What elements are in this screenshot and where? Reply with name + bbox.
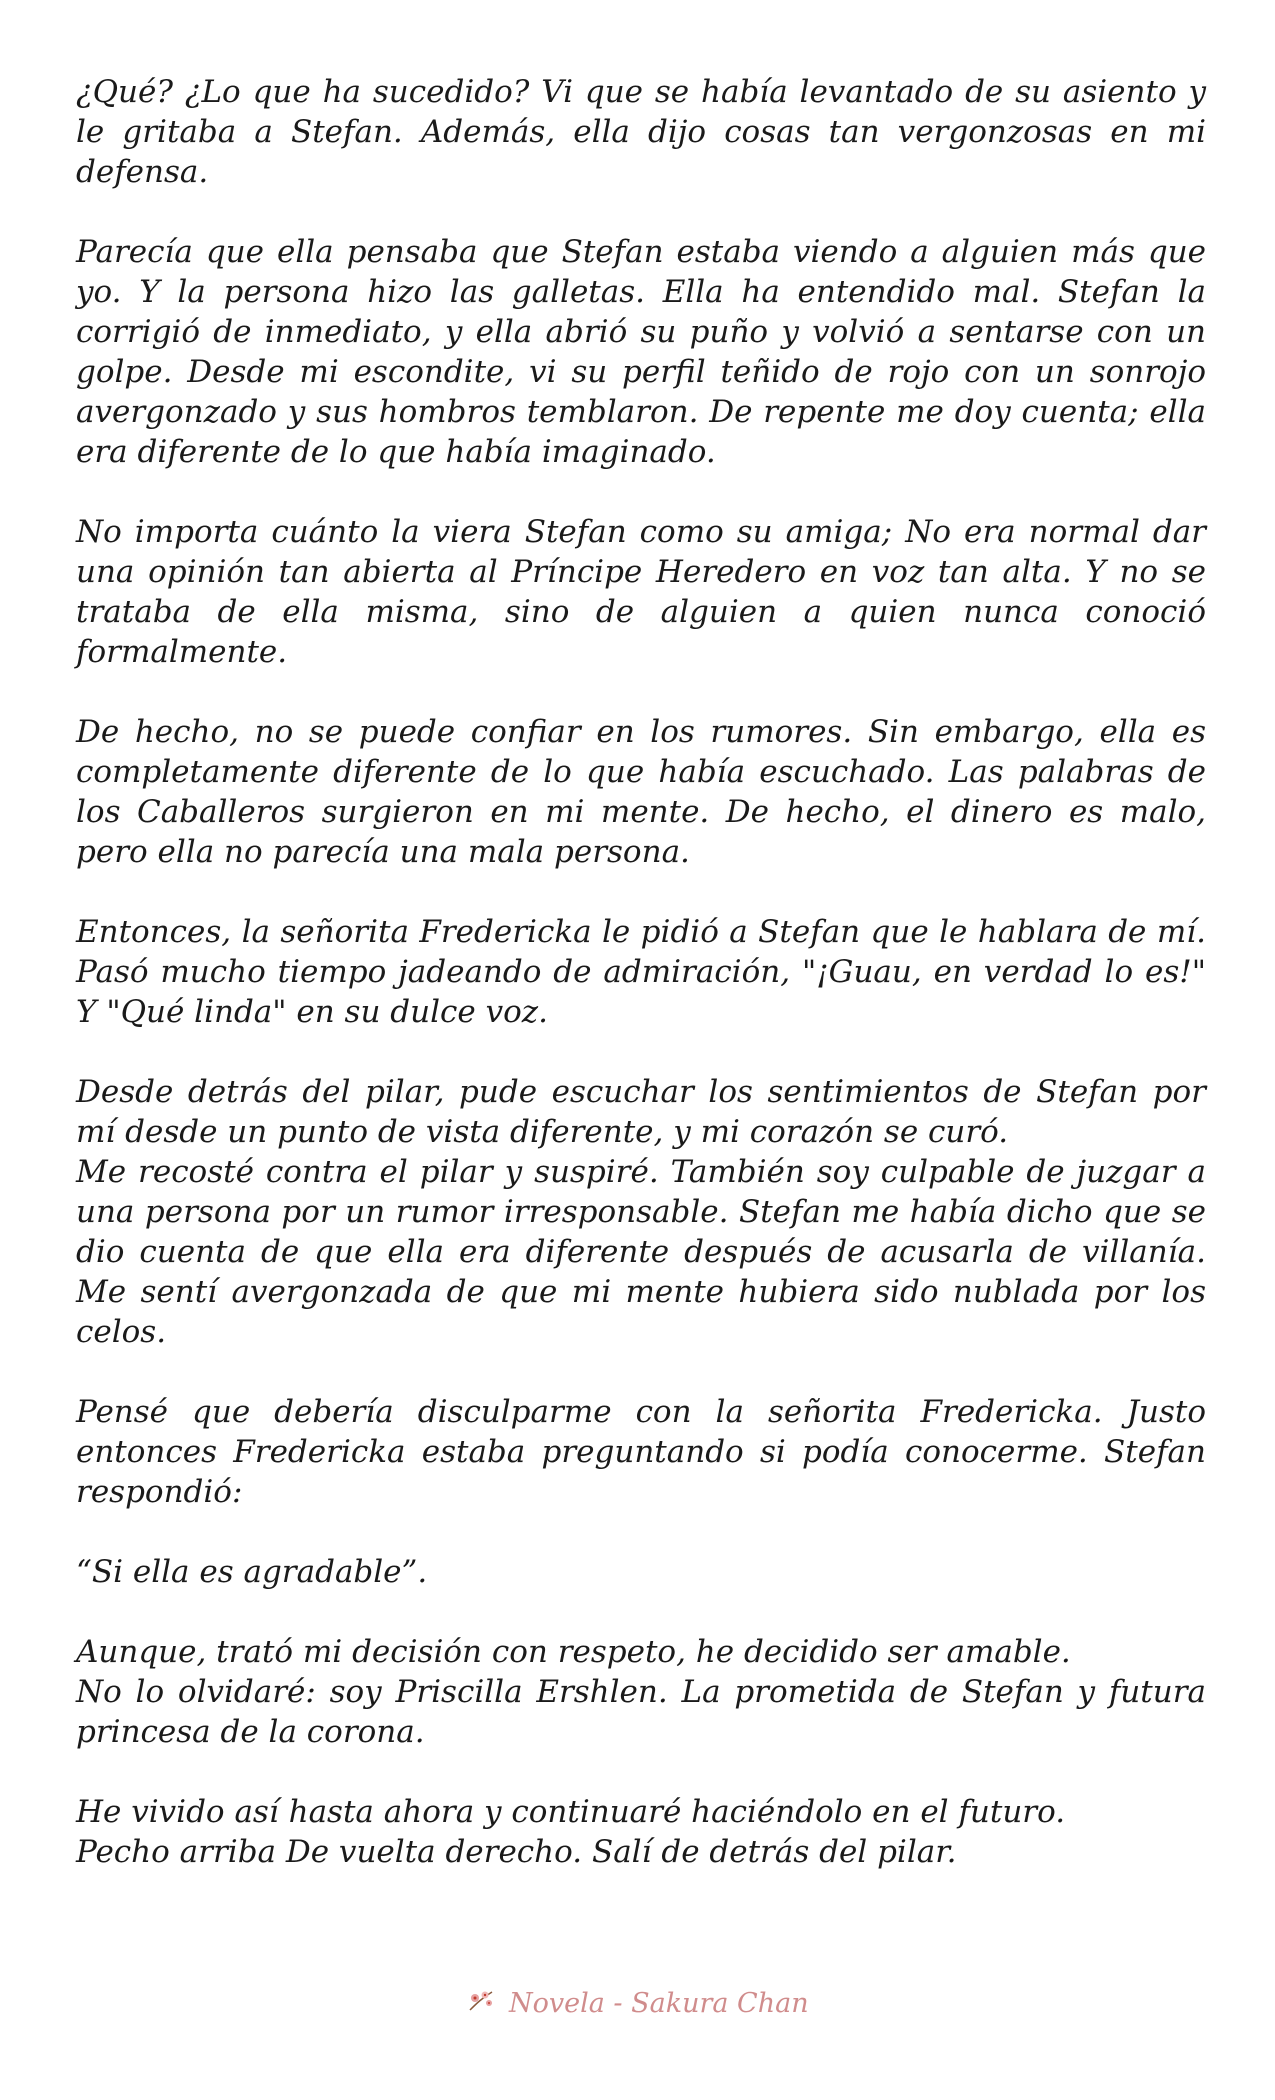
paragraph-line: He vivido así hasta ahora y continuaré haciéndolo en el futuro. [76,1794,1066,1830]
footer-text: Novela - Sakura Chan [508,1988,809,2019]
paragraph [76,912,1206,1032]
paragraph-line: Entonces, la señorita Fredericka le pidió a Stefan que le hablara de mí. Pasó mucho tiempo jadeando de admiración, "¡Guau, en verdad lo es!" Y "Qué linda" en su dulce voz. [76,914,1206,1030]
paragraph [76,1392,1206,1512]
paragraph [76,72,1206,192]
paragraph [76,512,1206,672]
paragraph [76,1552,1206,1592]
paragraph-line: ¿Qué? ¿Lo que ha sucedido? Vi que se había levantado de su asiento y le gritaba a Stefan. Además, ella dijo cosas tan vergonzosas en mi defensa. [76,74,1206,190]
paragraph [76,232,1206,472]
sakura-flower-icon [466,1988,496,2021]
paragraph-line: Parecía que ella pensaba que Stefan estaba viendo a alguien más que yo. Y la persona hizo las galletas. Ella ha entendido mal. Stefan la corrigió de inmediato, y ella abrió su puño y volvió a sentarse con un golpe. Desde mi escondite, vi su perfil teñido de rojo con un sonrojo avergonzado y sus hombros temblaron. De repente me doy cuenta; ella era diferente de lo que había imaginado. [76,234,1206,470]
paragraph-line: Aunque, trató mi decisión con respeto, he decidido ser amable. [76,1634,1071,1670]
paragraph-line: Desde detrás del pilar, pude escuchar los sentimientos de Stefan por mí desde un punto de vista diferente, y mi corazón se curó. [76,1074,1206,1150]
paragraph [76,1072,1206,1352]
paragraph-line: No lo olvidaré: soy Priscilla Ershlen. La prometida de Stefan y futura princesa de la corona. [76,1674,1206,1750]
paragraph-line: Pensé que debería disculparme con la señorita Fredericka. Justo entonces Fredericka estaba preguntando si podía conocerme. Stefan respondió: [76,1394,1206,1510]
paragraph-line: De hecho, no se puede confiar en los rumores. Sin embargo, ella es completamente diferente de lo que había escuchado. Las palabras de los Caballeros surgieron en mi mente. De hecho, el dinero es malo, pero ella no parecía una mala persona. [76,714,1206,870]
footer-watermark [0,1988,1275,2021]
paragraph-line: Pecho arriba De vuelta derecho. Salí de detrás del pilar. [76,1834,957,1870]
paragraph [76,1792,1206,1872]
paragraph-line: “Si ella es agradable”. [76,1554,428,1590]
paragraph [76,712,1206,872]
paragraph [76,1632,1206,1752]
paragraph-line: No importa cuánto la viera Stefan como su amiga; No era normal dar una opinión tan abierta al Príncipe Heredero en voz tan alta. Y no se trataba de ella misma, sino de alguien a quien nunca conoció formalmente. [76,514,1206,670]
document-body [76,72,1206,1912]
paragraph-line: Me recosté contra el pilar y suspiré. También soy culpable de juzgar a una persona por un rumor irresponsable. Stefan me había dicho que se dio cuenta de que ella era diferente después de acusarla de villanía. Me sentí avergonzada de que mi mente hubiera sido nublada por los celos. [76,1154,1206,1350]
